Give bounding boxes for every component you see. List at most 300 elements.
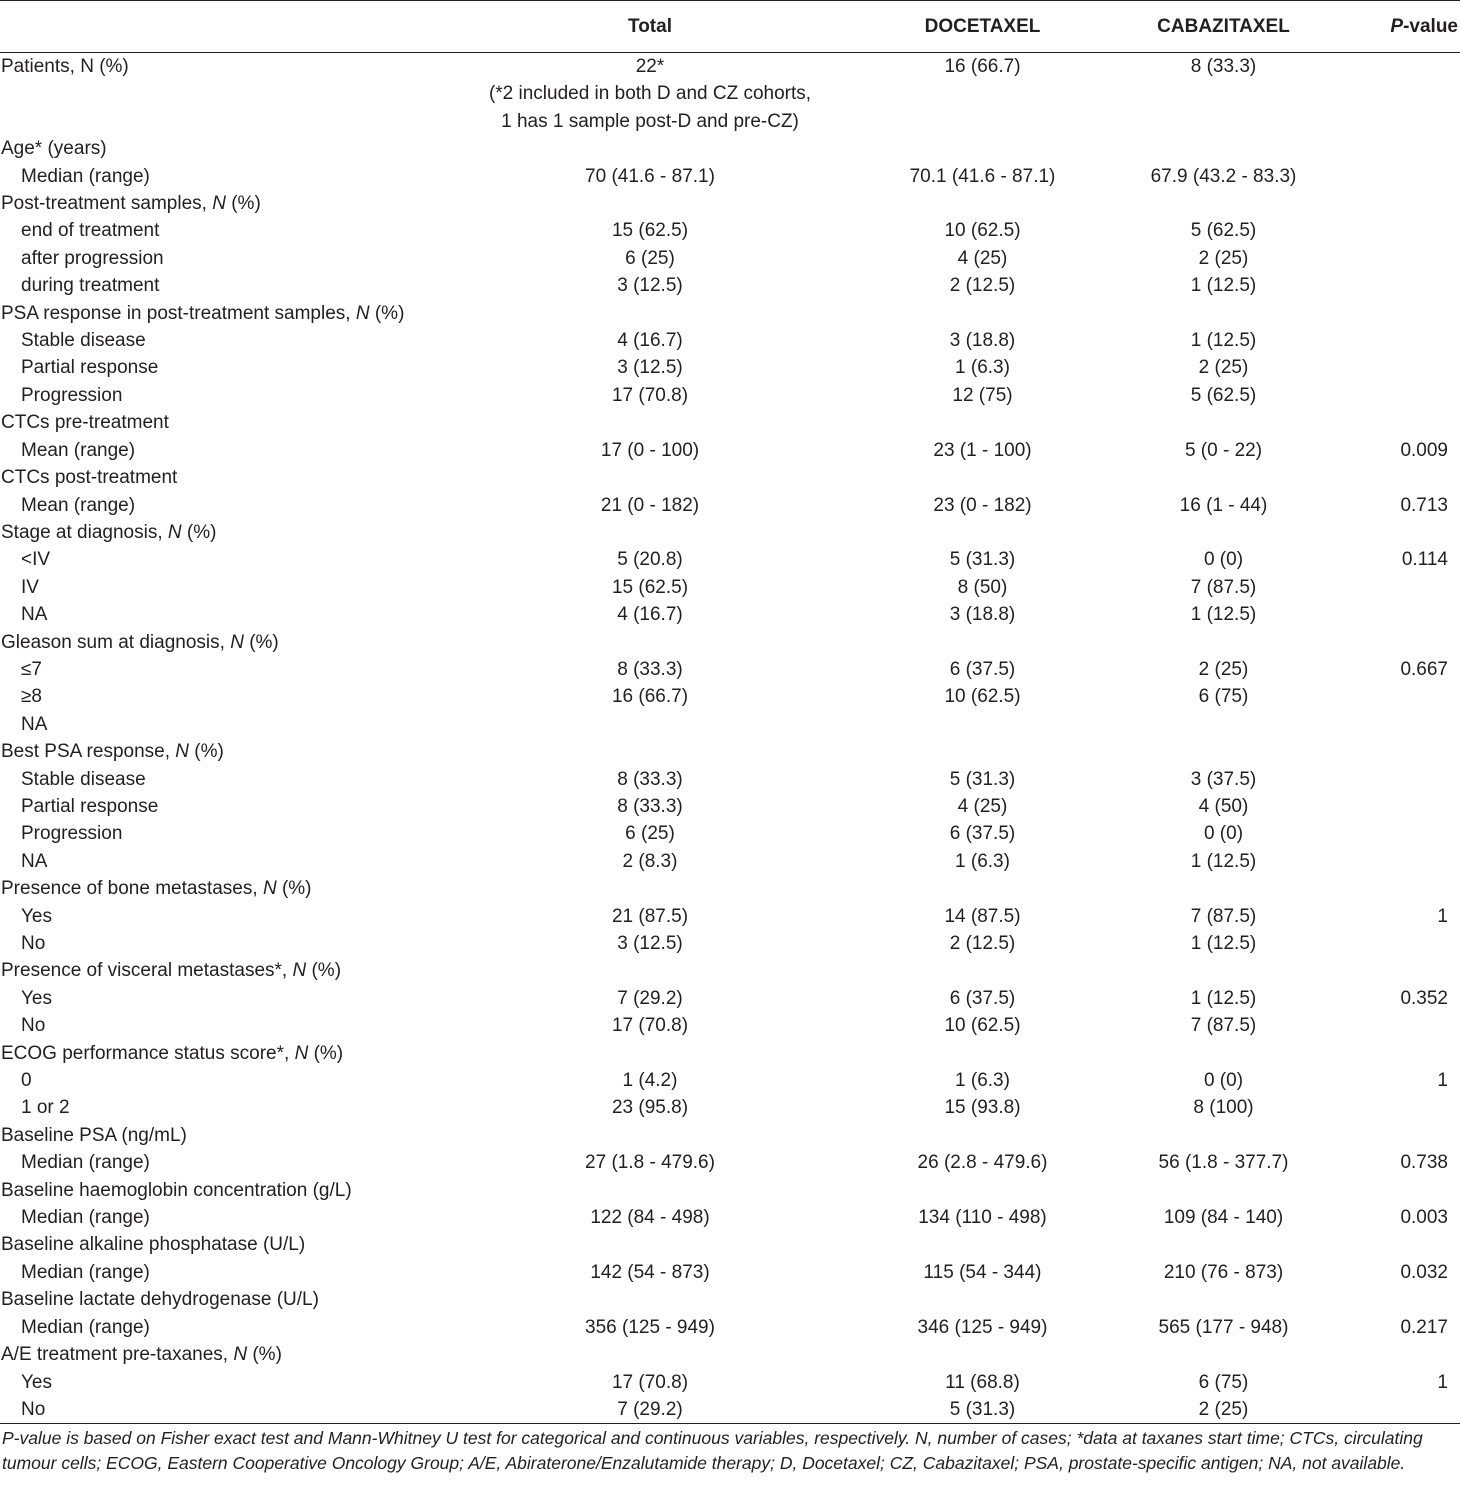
cell-p-value: [1302, 574, 1460, 601]
cell-total: 356 (125 - 949): [585, 1316, 715, 1338]
table-row: [0, 1369, 1460, 1396]
row-label: [0, 738, 480, 765]
cell-cabazitaxel: 565 (177 - 948): [1158, 1316, 1289, 1338]
table-row: [0, 300, 1460, 327]
cell-p-value: 0.009: [1400, 439, 1448, 461]
cell-p-value: [1302, 766, 1460, 793]
row-sublabel: after progression: [21, 247, 164, 269]
row-sublabel: 0: [21, 1070, 32, 1092]
cell-docetaxel: 10 (62.5): [944, 686, 1021, 708]
cell-p-value: [1302, 190, 1460, 217]
table-row: [0, 683, 1460, 710]
table-row: [0, 1149, 1460, 1176]
row-sublabel: Median (range): [21, 1261, 150, 1283]
cell-docetaxel: [820, 464, 1145, 491]
table-row: [0, 903, 1460, 930]
cell-total: 21 (0 - 182): [600, 494, 700, 516]
row-sublabel: IV: [21, 576, 39, 598]
cell-cabazitaxel: 0 (0): [1203, 549, 1244, 571]
cell-total: 6 (25): [625, 823, 675, 845]
header-docetaxel: DOCETAXEL: [820, 1, 1145, 53]
row-label-text: Post-treatment samples,: [1, 193, 213, 215]
row-label: CTCs pre-treatment: [1, 412, 169, 434]
row-label-text: Stage at diagnosis,: [1, 521, 168, 543]
row-label: [0, 1341, 480, 1368]
table-row: [0, 1040, 1460, 1067]
cell-p-value: 0.738: [1400, 1152, 1448, 1174]
cell-docetaxel: [820, 519, 1145, 546]
cell-docetaxel: 5 (31.3): [820, 1396, 1145, 1424]
cell-p-value: [1302, 1396, 1460, 1424]
cell-p-value: 0.352: [1400, 987, 1448, 1009]
table-row: [0, 519, 1460, 546]
cell-cabazitaxel: [1145, 135, 1302, 162]
cell-cabazitaxel: [1145, 519, 1302, 546]
cell-p-value: 1: [1437, 905, 1448, 927]
table-row: [0, 546, 1460, 573]
cell-total: [480, 711, 820, 738]
cell-total: [480, 1341, 820, 1368]
cell-total: 17 (0 - 100): [600, 439, 700, 461]
row-label-pct: (%): [225, 193, 261, 215]
cell-p-value: [1302, 354, 1460, 381]
table-row: [0, 957, 1460, 984]
cell-total: 6 (25): [625, 247, 675, 269]
row-sublabel: NA: [21, 604, 48, 626]
row-label-pct: (%): [181, 521, 217, 543]
cell-p-value: [1302, 1231, 1460, 1258]
table-row: [0, 464, 1460, 491]
row-label-n: N: [212, 193, 226, 215]
row-sublabel: Median (range): [21, 1207, 150, 1229]
table-row: [0, 245, 1460, 272]
header-cabazitaxel: CABAZITAXEL: [1145, 1, 1302, 53]
cell-p-value: [1302, 793, 1460, 820]
cell-cabazitaxel: 1 (12.5): [1190, 987, 1257, 1009]
row-sublabel: Yes: [21, 905, 52, 927]
cell-p-value: 0.032: [1400, 1261, 1448, 1283]
cell-p-value: [1302, 1341, 1460, 1368]
cell-docetaxel: [820, 1341, 1145, 1368]
cell-docetaxel: 6 (37.5): [949, 823, 1016, 845]
cell-p-value: [1302, 382, 1460, 409]
row-label-pct: (%): [247, 1344, 282, 1366]
row-label-n: N: [175, 741, 189, 763]
table-row: [0, 1122, 1460, 1149]
cell-p-value: [1302, 629, 1460, 656]
row-label-n: N: [292, 960, 307, 982]
cell-cabazitaxel: 7 (87.5): [1190, 905, 1257, 927]
row-sublabel: Median (range): [21, 1316, 150, 1338]
cell-p-value: 0.667: [1400, 658, 1448, 680]
table-row: [0, 135, 1460, 162]
row-sublabel: NA: [21, 713, 48, 735]
cell-docetaxel: [820, 1286, 1145, 1313]
cell-cabazitaxel: [1145, 1177, 1302, 1204]
cell-p-value: [1302, 601, 1460, 628]
header-total: Total: [480, 1, 820, 53]
cell-p-value: [1302, 930, 1460, 957]
table-row: [0, 1012, 1460, 1039]
row-sublabel: No: [21, 1015, 46, 1037]
row-sublabel: end of treatment: [21, 220, 160, 242]
table-row: [0, 1396, 1460, 1424]
table-row: [0, 711, 1460, 738]
cell-p-value: [1302, 1094, 1460, 1121]
cell-cabazitaxel: [1145, 1040, 1302, 1067]
cell-total: 2 (8.3): [622, 850, 678, 872]
table-row: [0, 1094, 1460, 1121]
cell-docetaxel: [820, 629, 1145, 656]
table-row: [0, 985, 1460, 1012]
cell-p-value: [1302, 163, 1460, 190]
cell-p-value: [1302, 300, 1460, 327]
table-row: [0, 382, 1460, 409]
cell-docetaxel: 5 (31.3): [949, 549, 1016, 571]
cell-cabazitaxel: 109 (84 - 140): [1163, 1207, 1284, 1229]
row-sublabel: Stable disease: [21, 330, 146, 352]
cell-cabazitaxel: [1145, 957, 1302, 984]
cell-docetaxel: 10 (62.5): [944, 220, 1021, 242]
cell-p-value: [1302, 1122, 1460, 1149]
cell-cabazitaxel: [1145, 409, 1302, 436]
cell-cabazitaxel: 3 (37.5): [1190, 768, 1257, 790]
row-label: CTCs post-treatment: [1, 467, 178, 489]
cell-total: [480, 135, 820, 162]
row-sublabel: ≥8: [21, 686, 42, 708]
cell-total: 16 (66.7): [611, 686, 689, 708]
row-label-n: N: [230, 631, 244, 653]
cell-docetaxel: 8 (50): [957, 576, 1008, 598]
row-label-n: N: [167, 521, 182, 543]
row-label: Baseline lactate dehydrogenase (U/L): [1, 1289, 319, 1311]
cell-total: [480, 1286, 820, 1313]
cell-cabazitaxel: [1145, 1231, 1302, 1258]
cell-docetaxel: 16 (66.7): [944, 56, 1021, 77]
cell-p-value: [1302, 245, 1460, 272]
cell-p-value: [1302, 738, 1460, 765]
cell-docetaxel: 15 (93.8): [944, 1097, 1021, 1119]
cell-docetaxel: [820, 875, 1145, 902]
cell-docetaxel: 14 (87.5): [944, 905, 1021, 927]
cell-cabazitaxel: 5 (62.5): [1190, 384, 1257, 406]
table-row: [0, 1286, 1460, 1313]
table-row: [0, 354, 1460, 381]
row-label: Baseline haemoglobin concentration (g/L): [1, 1179, 352, 1201]
cell-docetaxel: 26 (2.8 - 479.6): [917, 1152, 1048, 1174]
cell-total: 122 (84 - 498): [590, 1207, 710, 1229]
cell-p-value: 0.003: [1400, 1207, 1448, 1229]
cell-p-value: [1302, 135, 1460, 162]
table-row: [0, 629, 1460, 656]
cell-docetaxel: 6 (37.5): [949, 658, 1016, 680]
row-sublabel: Median (range): [21, 165, 150, 187]
cell-cabazitaxel: 1 (12.5): [1190, 850, 1257, 872]
cell-cabazitaxel: 1 (12.5): [1190, 604, 1257, 626]
cell-docetaxel: 3 (18.8): [949, 604, 1016, 626]
row-label-text: A/E treatment pre-taxanes,: [1, 1344, 234, 1366]
cell-docetaxel: 23 (0 - 182): [933, 494, 1032, 516]
cell-total: 1 (4.2): [622, 1070, 678, 1092]
cell-cabazitaxel: 2 (25): [1198, 658, 1249, 680]
cell-total: 8 (33.3): [617, 658, 683, 680]
cell-p-value: 0.713: [1400, 494, 1448, 516]
row-label: [0, 629, 480, 656]
cell-total: [480, 300, 820, 327]
cell-docetaxel: 10 (62.5): [944, 1015, 1021, 1037]
table-row: [0, 848, 1460, 875]
table-row: [0, 409, 1460, 436]
table-row: [0, 1177, 1460, 1204]
cell-docetaxel: [820, 957, 1145, 984]
cell-docetaxel: 23 (1 - 100): [933, 439, 1032, 461]
table-row: [0, 1341, 1460, 1368]
cell-total: [480, 957, 820, 984]
cell-total: [480, 519, 820, 546]
cell-p-value: [1302, 683, 1460, 710]
cell-docetaxel: 4 (25): [957, 795, 1008, 817]
cell-total: [480, 53, 820, 136]
row-label-n: N: [233, 1344, 248, 1366]
cell-total: [480, 409, 820, 436]
cell-p-value: 0.217: [1400, 1316, 1448, 1338]
cell-total: [480, 738, 820, 765]
row-label: Age* (years): [1, 138, 107, 160]
table-row: [0, 1259, 1460, 1286]
cell-p-value: [1302, 217, 1460, 244]
row-sublabel: No: [21, 933, 46, 954]
cell-cabazitaxel: 4 (50): [1198, 795, 1249, 817]
cell-cabazitaxel: 2 (25): [1198, 247, 1249, 269]
row-sublabel: Mean (range): [21, 439, 136, 461]
row-label-pct: (%): [306, 960, 342, 982]
cell-total: 15 (62.5): [611, 576, 689, 598]
cell-docetaxel: [820, 409, 1145, 436]
header-row: [0, 1, 1460, 53]
row-sublabel: 1 or 2: [21, 1097, 70, 1119]
cell-p-value: [1302, 820, 1460, 847]
row-label-pct: (%): [369, 302, 405, 324]
table-row: [0, 272, 1460, 299]
table-row: [0, 1314, 1460, 1341]
cell-p-value: 0.114: [1401, 549, 1448, 571]
row-sublabel: No: [0, 1396, 480, 1424]
cell-p-value: [1302, 1040, 1460, 1067]
cell-p-value: [1302, 1286, 1460, 1313]
cell-p-value: [1302, 1012, 1460, 1039]
cell-cabazitaxel: 210 (76 - 873): [1163, 1261, 1284, 1283]
row-label: [0, 300, 480, 327]
row-label-n: N: [294, 1042, 309, 1064]
row-label-text: ECOG performance status score*,: [1, 1042, 295, 1064]
cell-total-note-line1: (*2 included in both D and CZ cohorts,: [488, 83, 812, 105]
row-label-text: Gleason sum at diagnosis,: [1, 631, 231, 653]
row-sublabel: Yes: [21, 987, 52, 1009]
row-label-pct: (%): [308, 1042, 344, 1064]
table-row: [0, 875, 1460, 902]
cell-docetaxel: [820, 1177, 1145, 1204]
table-row: [0, 601, 1460, 628]
cell-total: 4 (16.7): [617, 330, 683, 352]
cell-total-note-line2: 1 has 1 sample post-D and pre-CZ): [501, 110, 799, 132]
cell-total: 7 (29.2): [617, 987, 683, 1009]
cell-total: [480, 464, 820, 491]
header-blank: [0, 1, 480, 53]
cell-p-value: [1302, 519, 1460, 546]
table-row: [0, 163, 1460, 190]
cell-docetaxel: [820, 300, 1145, 327]
cell-total: 27 (1.8 - 479.6): [585, 1152, 715, 1174]
cell-cabazitaxel: [1145, 300, 1302, 327]
cell-docetaxel: 134 (110 - 498): [918, 1207, 1047, 1229]
cell-total: [480, 1040, 820, 1067]
cell-cabazitaxel: 7 (87.5): [1190, 576, 1257, 598]
cell-total: 70 (41.6 - 87.1): [585, 165, 715, 187]
row-label-text: PSA response in post-treatment samples,: [1, 302, 356, 324]
cell-cabazitaxel: [1145, 1286, 1302, 1313]
row-sublabel: Stable disease: [21, 768, 146, 790]
cell-p-value: [1302, 53, 1460, 136]
cell-cabazitaxel: [1145, 629, 1302, 656]
cell-cabazitaxel: [1145, 738, 1302, 765]
cell-total: 8 (33.3): [617, 768, 683, 790]
cell-total: 17 (70.8): [611, 384, 689, 406]
table-row: [0, 656, 1460, 683]
cell-docetaxel: 4 (25): [957, 247, 1008, 269]
cell-total: 23 (95.8): [611, 1097, 689, 1119]
table-row: [0, 766, 1460, 793]
cell-p-value: [1302, 272, 1460, 299]
cell-docetaxel: [820, 135, 1145, 162]
cell-cabazitaxel: 67.9 (43.2 - 83.3): [1150, 165, 1297, 187]
cell-total: 5 (20.8): [617, 549, 683, 571]
row-label-pct: (%): [243, 631, 279, 653]
row-sublabel: ≤7: [21, 658, 42, 680]
row-label: [0, 1040, 480, 1067]
cell-cabazitaxel: [1145, 190, 1302, 217]
cell-total: 17 (70.8): [611, 1371, 689, 1393]
cell-p-value: 1: [1437, 1371, 1448, 1393]
row-sublabel: Progression: [21, 384, 123, 406]
cell-total: 3 (12.5): [617, 933, 683, 954]
cell-docetaxel: [820, 1231, 1145, 1258]
row-sublabel: Mean (range): [21, 494, 136, 516]
cell-docetaxel: 1 (6.3): [955, 850, 1010, 872]
cell-cabazitaxel: 6 (75): [1198, 1371, 1249, 1393]
cell-p-value: [1302, 327, 1460, 354]
cell-total: 15 (62.5): [611, 220, 689, 242]
cell-cabazitaxel: 1 (12.5): [1190, 933, 1257, 954]
cell-p-value: [1302, 409, 1460, 436]
row-label-n: N: [355, 302, 370, 324]
cell-cabazitaxel: 1 (12.5): [1190, 330, 1257, 352]
row-label: Patients, N (%): [1, 56, 129, 77]
cell-cabazitaxel: 0 (0): [1203, 1070, 1244, 1092]
cell-docetaxel: 70.1 (41.6 - 87.1): [909, 165, 1056, 187]
cell-p-value: [1302, 464, 1460, 491]
row-label: [0, 519, 480, 546]
table-row: [0, 217, 1460, 244]
cell-cabazitaxel: 2 (25): [1145, 1396, 1302, 1424]
table-row: [0, 492, 1460, 519]
cell-docetaxel: [820, 738, 1145, 765]
cell-docetaxel: 2 (12.5): [949, 933, 1016, 954]
row-label-n: N: [262, 878, 277, 900]
cell-cabazitaxel: [1145, 464, 1302, 491]
cell-docetaxel: 3 (18.8): [949, 330, 1016, 352]
cell-p-value: [1302, 1177, 1460, 1204]
row-label: Baseline PSA (ng/mL): [1, 1124, 187, 1146]
cell-cabazitaxel: 8 (100): [1193, 1097, 1254, 1119]
cell-cabazitaxel: [1145, 711, 1302, 738]
row-label-text: Presence of visceral metastases*,: [1, 960, 293, 982]
cell-total: [480, 1231, 820, 1258]
cell-docetaxel: [820, 190, 1145, 217]
cell-docetaxel: 1 (6.3): [955, 1070, 1010, 1092]
table-row: [0, 738, 1460, 765]
cell-total: 4 (16.7): [617, 604, 683, 626]
header-p-suffix: -value: [1403, 15, 1458, 37]
cell-docetaxel: [820, 1122, 1145, 1149]
table-row: [0, 327, 1460, 354]
row-label-text: Best PSA response,: [1, 741, 176, 763]
cell-total-value: 22*: [635, 56, 665, 77]
cell-cabazitaxel: 16 (1 - 44): [1179, 494, 1268, 516]
table-row: [0, 793, 1460, 820]
cell-total: [480, 875, 820, 902]
cell-cabazitaxel: [1145, 1122, 1302, 1149]
row-sublabel: during treatment: [21, 275, 160, 297]
row-label: [0, 957, 480, 984]
table-row: [0, 930, 1460, 957]
cell-total: [480, 1177, 820, 1204]
table-row: [0, 574, 1460, 601]
cell-p-value: [1302, 711, 1460, 738]
cell-docetaxel: [820, 1040, 1145, 1067]
table-row: [0, 1067, 1460, 1094]
table-row: [0, 1231, 1460, 1258]
table-row: [0, 1204, 1460, 1231]
cell-total: 21 (87.5): [611, 905, 689, 927]
row-label-pct: (%): [189, 741, 224, 763]
cell-total: 8 (33.3): [617, 795, 683, 817]
cell-total: 3 (12.5): [617, 275, 683, 297]
cell-total: 142 (54 - 873): [590, 1261, 710, 1283]
row-sublabel: Yes: [21, 1371, 52, 1393]
cell-docetaxel: 115 (54 - 344): [923, 1261, 1042, 1283]
header-p-letter: P: [1390, 15, 1404, 37]
table-row: [0, 190, 1460, 217]
cell-cabazitaxel: 5 (0 - 22): [1184, 439, 1263, 461]
cell-total: 17 (70.8): [611, 1015, 689, 1037]
cell-cabazitaxel: 1 (12.5): [1190, 275, 1257, 297]
cell-cabazitaxel: [1145, 1341, 1302, 1368]
cell-total: [480, 190, 820, 217]
cell-docetaxel: 1 (6.3): [955, 357, 1010, 379]
cell-docetaxel: 2 (12.5): [949, 275, 1016, 297]
cell-docetaxel: [820, 711, 1145, 738]
cell-p-value: 1: [1437, 1070, 1448, 1092]
table-row: [0, 437, 1460, 464]
row-sublabel: <IV: [21, 549, 51, 571]
cell-total: [480, 629, 820, 656]
cell-docetaxel: 11 (68.8): [945, 1371, 1020, 1393]
table-row: [0, 53, 1460, 136]
cell-total: [480, 1122, 820, 1149]
cell-cabazitaxel: 0 (0): [1203, 823, 1244, 845]
cell-total: 7 (29.2): [480, 1396, 820, 1424]
row-label: [0, 875, 480, 902]
